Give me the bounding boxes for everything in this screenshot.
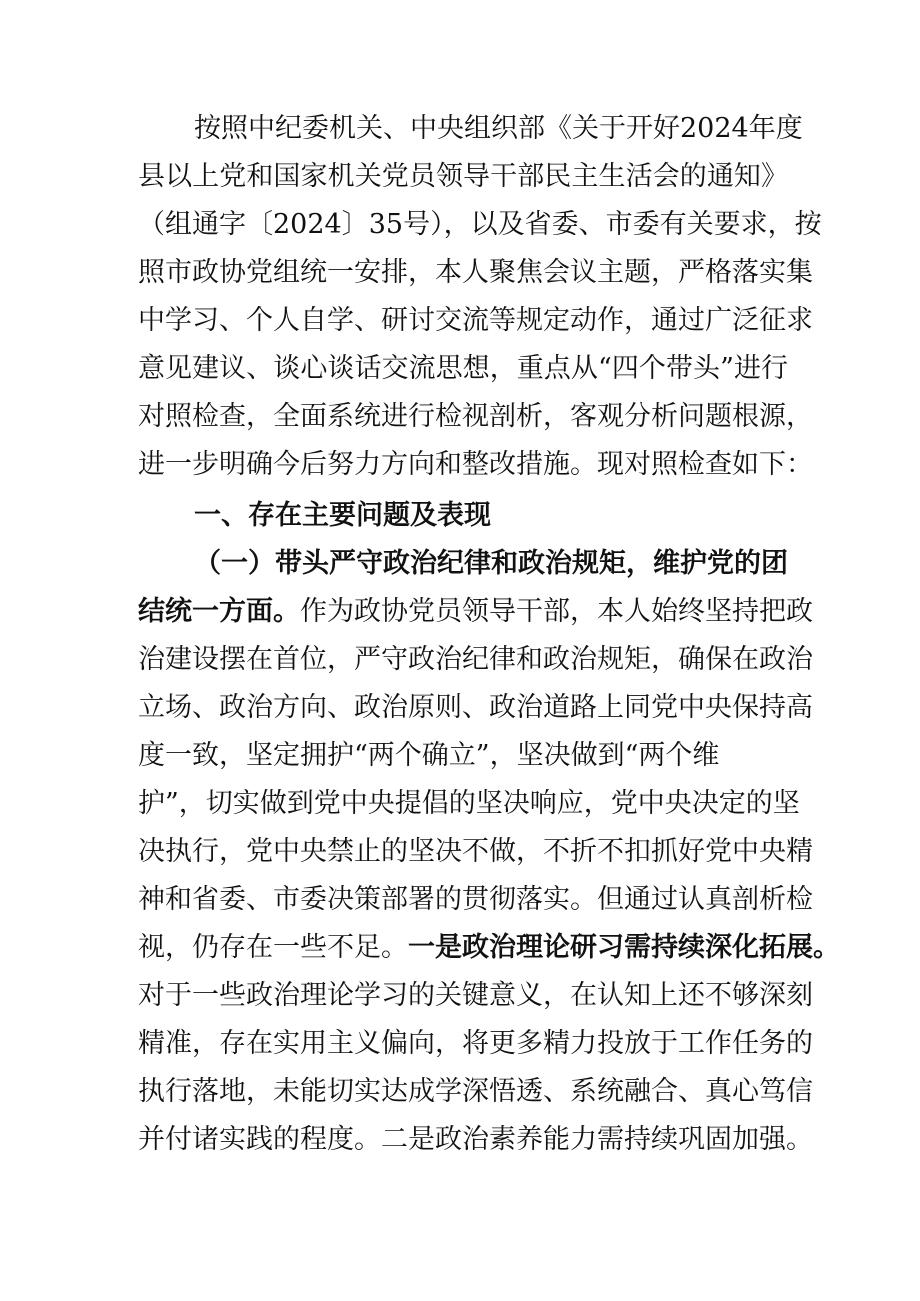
paragraph-line: 县以上党和国家机关党员领导干部民主生活会的通知》: [138, 161, 788, 192]
paragraph-line: 决执行，党中央禁止的坚决不做，不折不扣抓好党中央精: [138, 836, 813, 867]
paragraph-line: 进一步明确今后努力方向和整改措施。现对照检查如下：: [138, 449, 813, 480]
paragraph-line: [138, 924, 840, 972]
section-heading: 一、存在主要问题及表现: [194, 500, 491, 531]
paragraph-line: 并付诸实践的程度。二是政治素养能力需持续巩固加强。: [138, 1124, 813, 1155]
paragraph-line: 精准，存在实用主义偏向，将更多精力投放于工作任务的: [138, 1028, 813, 1059]
paragraph-line: [138, 588, 813, 636]
paragraph-text: 作为政协党员领导干部，本人始终坚持把政: [300, 596, 813, 627]
paragraph-line: 对照检查，全面系统进行检视剖析，客观分析问题根源，: [138, 401, 813, 432]
paragraph-line: 照市政协党组统一安排，本人聚焦会议主题，严格落实集: [138, 257, 813, 288]
paragraph-line: 对于一些政治理论学习的关键意义，在认知上还不够深刻: [138, 980, 813, 1011]
paragraph-line: 中学习、个人自学、研讨交流等规定动作，通过广泛征求: [138, 305, 813, 336]
paragraph-line: 护”，切实做到党中央提倡的坚决响应，党中央决定的坚: [138, 788, 800, 819]
paragraph-line: 立场、政治方向、政治原则、政治道路上同党中央保持高: [138, 692, 813, 723]
paragraph-line: 执行落地，未能切实达成学深悟透、系统融合、真心笃信: [138, 1076, 813, 1107]
paragraph-line: 神和省委、市委决策部署的贯彻落实。但通过认真剖析检: [138, 884, 813, 915]
paragraph-line: 按照中纪委机关、中央组织部《关于开好2024年度: [194, 113, 803, 144]
subsection-title: （一）带头严守政治纪律和政治规矩，维护党的团: [194, 548, 788, 579]
subsection-title-end: 结统一方面。: [138, 596, 300, 627]
emphasis-text: 一是政治理论研习需持续深化拓展。: [408, 932, 840, 963]
paragraph-text: 视，仍存在一些不足。: [138, 932, 408, 963]
paragraph-line: 治建设摆在首位，严守政治纪律和政治规矩，确保在政治: [138, 644, 813, 675]
paragraph-line: 度一致，坚定拥护“两个确立”，坚决做到“两个维: [138, 740, 720, 771]
paragraph-line: 意见建议、谈心谈话交流思想，重点从“四个带头”进行: [138, 353, 788, 384]
paragraph-line: （组通字〔2024〕35号），以及省委、市委有关要求，按: [138, 209, 822, 240]
